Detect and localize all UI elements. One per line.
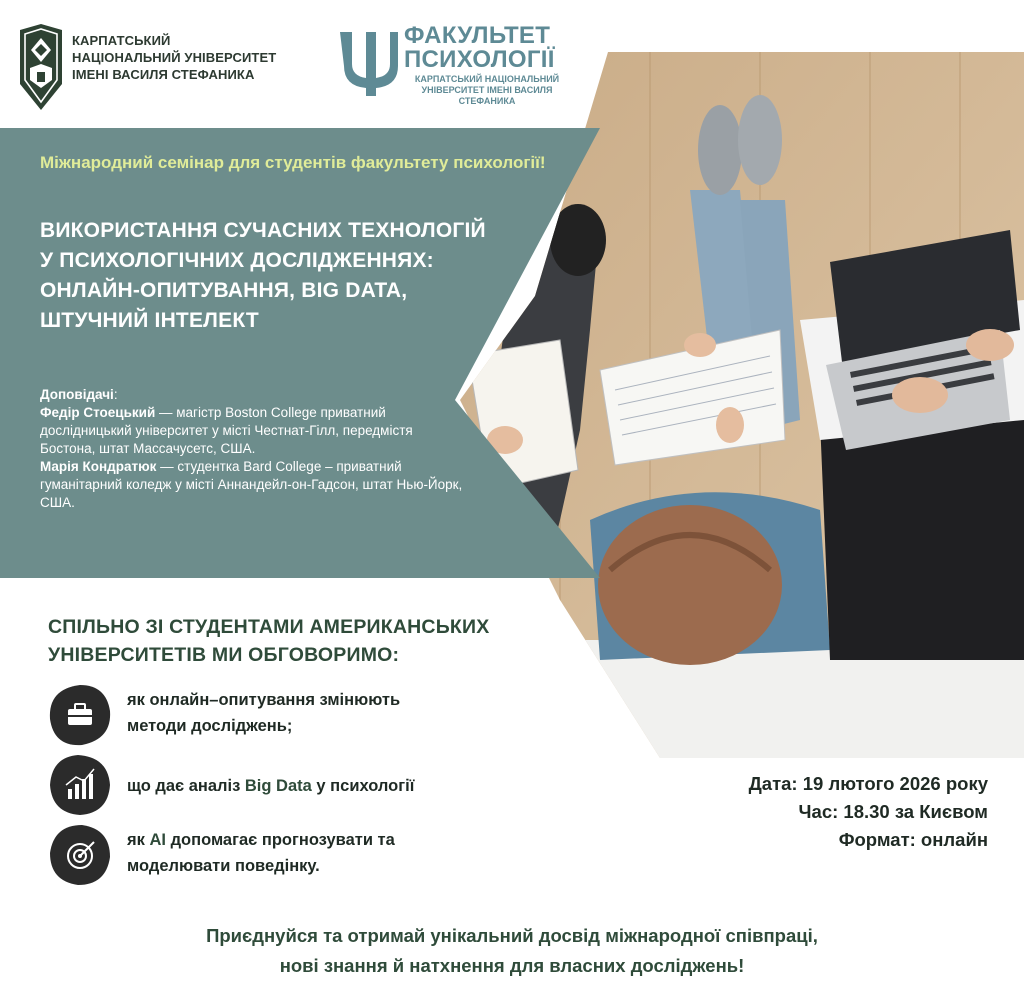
speaker-desc: — магістр Boston College приватний дослідницький університет у місті Честнат-Гілл, передмістя Бостона, штат Массачусетс, США. [40, 405, 413, 456]
target-icon [48, 823, 112, 887]
discussion-item [48, 823, 648, 889]
speakers-label: Доповідачі [40, 387, 114, 402]
discussion-heading: СПІЛЬНО ЗІ СТУДЕНТАМИ АМЕРИКАНСЬКИХ УНІВЕРСИТЕТІВ МИ ОБГОВОРИМО: [48, 616, 490, 666]
speaker-1 [40, 404, 470, 458]
speakers-block: Доповідачі: Федір Стоецький — магістр Boston College приватний дослідницький університет у місті Честнат-Гілл, передмістя Бостона, штат Массачусетс, США. Марія Кондратюк — студентка Bard College – приватний гуманітарний коледж у місті Аннандейл-он-Гадсон, штат Нью-Йорк, США. [40, 386, 470, 512]
seminar-topic: ВИКОРИСТАННЯ СУЧАСНИХ ТЕХНОЛОГІЙ У ПСИХОЛОГІЧНИХ ДОСЛІДЖЕННЯХ: ОНЛАЙН-ОПИТУВАННЯ, BIG DATA, ШТУЧНИЙ ІНТЕЛЕКТ [40, 219, 486, 332]
event-info [648, 770, 988, 854]
discussion-item [48, 753, 648, 819]
faculty-psi-logo [336, 24, 402, 98]
university-logo [18, 24, 64, 110]
discussion-item-text: як AI допомагає прогнозувати та моделювати поведінку. [127, 831, 395, 875]
speaker-2 [40, 458, 470, 512]
university-name: КАРПАТСЬКИЙ НАЦІОНАЛЬНИЙ УНІВЕРСИТЕТ ІМЕНІ ВАСИЛЯ СТЕФАНИКА [72, 33, 277, 82]
briefcase-icon [48, 683, 112, 747]
speaker-desc: — студентка Bard College – приватний гуманітарний коледж у місті Аннандейл-он-Гадсон, штат Нью-Йорк, США. [40, 459, 463, 510]
faculty-subtitle: КАРПАТСЬКИЙ НАЦІОНАЛЬНИЙ УНІВЕРСИТЕТ ІМЕНІ ВАСИЛЯ СТЕФАНИКА [414, 74, 560, 106]
event-date: Дата: 19 лютого 2026 року [748, 773, 988, 794]
bar-chart-icon [48, 753, 112, 817]
discussion-item-text: що дає аналіз Big Data у психології [127, 777, 415, 795]
faculty-title: ФАКУЛЬТЕТ ПСИХОЛОГІЇ [404, 22, 555, 73]
discussion-item-text: як онлайн–опитування змінюють методи досліджень; [127, 691, 401, 735]
closing-call-to-action: Приєднуйся та отримай унікальний досвід міжнародної співпраці, нові знання й натхнення для власних досліджень! [206, 925, 818, 976]
speaker-name: Федір Стоецький [40, 405, 156, 420]
event-time: Час: 18.30 за Києвом [798, 801, 988, 822]
seminar-intro: Міжнародний семінар для студентів факультету психології! [40, 153, 546, 172]
speaker-name: Марія Кондратюк [40, 459, 157, 474]
discussion-item [48, 683, 648, 749]
event-format: Формат: онлайн [838, 829, 988, 850]
